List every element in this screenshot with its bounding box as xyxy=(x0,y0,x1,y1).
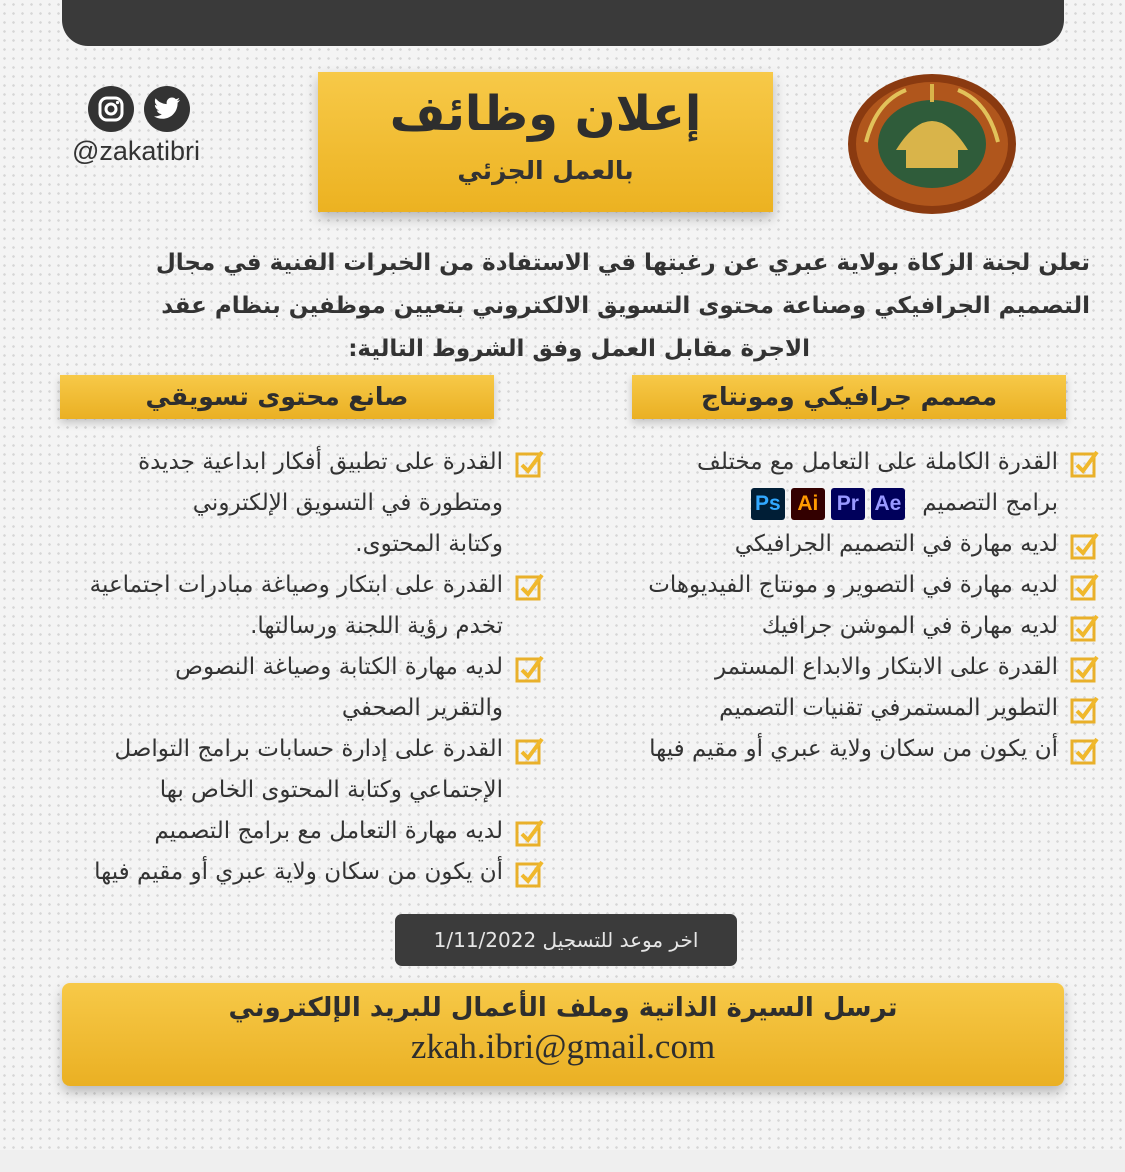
list-item xyxy=(20,729,545,811)
checkbox-icon xyxy=(1070,653,1100,683)
list-item xyxy=(20,852,545,893)
list-item-text: القدرة على تطبيق أفكار ابداعية جديدة ومتطورة في التسويق الإلكتروني وكتابة المحتوى. xyxy=(138,449,503,557)
checkbox-icon xyxy=(515,653,545,683)
footer-banner xyxy=(62,983,1064,1086)
checkbox-icon xyxy=(1070,448,1100,478)
checkbox-icon xyxy=(515,858,545,888)
top-bar xyxy=(62,0,1064,46)
list-item-text: لديه مهارة التعامل مع برامج التصميم xyxy=(154,818,503,844)
intro-line: الاجرة مقابل العمل وفق الشروط التالية: xyxy=(348,336,810,362)
premiere-icon: Pr xyxy=(831,488,865,520)
title-banner xyxy=(318,72,773,212)
zakat-committee-logo xyxy=(846,72,1026,232)
checkbox-icon xyxy=(1070,612,1100,642)
intro-paragraph xyxy=(34,242,1090,371)
instagram-icon[interactable] xyxy=(88,86,134,132)
checkbox-icon xyxy=(515,817,545,847)
graphic-designer-requirements xyxy=(560,442,1100,770)
list-item xyxy=(20,811,545,852)
software-icons xyxy=(751,488,905,520)
intro-line: التصميم الجرافيكي وصناعة محتوى التسويق الالكتروني بتعيين موظفين بنظام عقد xyxy=(161,293,1090,319)
list-item xyxy=(560,647,1100,688)
list-item-text: أن يكون من سكان ولاية عبري أو مقيم فيها xyxy=(94,859,503,885)
checkbox-icon xyxy=(1070,694,1100,724)
page-title: إعلان وظائف xyxy=(389,86,702,142)
footer-instruction: ترسل السيرة الذاتية وملف الأعمال للبريد الإلكتروني xyxy=(228,993,898,1023)
list-item-text: القدرة الكاملة على التعامل مع مختلف برامج التصميم xyxy=(697,449,1058,516)
checkbox-icon xyxy=(1070,571,1100,601)
list-item xyxy=(20,442,545,565)
page-subtitle: بالعمل الجزئي xyxy=(457,156,634,185)
list-item xyxy=(560,442,1100,524)
list-item xyxy=(20,647,545,729)
checkbox-icon xyxy=(515,571,545,601)
list-item-text: لديه مهارة الكتابة وصياغة النصوص والتقرير الصحفي xyxy=(175,654,503,721)
list-item xyxy=(560,524,1100,565)
list-item xyxy=(560,606,1100,647)
twitter-icon[interactable] xyxy=(144,86,190,132)
list-item-text: لديه مهارة في الموشن جرافيك xyxy=(761,613,1058,639)
content-creator-header: صانع محتوى تسويقي xyxy=(60,375,494,419)
photoshop-icon: Ps xyxy=(751,488,785,520)
checkbox-icon xyxy=(515,448,545,478)
list-item xyxy=(560,688,1100,729)
list-item xyxy=(20,565,545,647)
list-item xyxy=(560,729,1100,770)
content-creator-requirements xyxy=(20,442,545,893)
social-block xyxy=(72,86,222,167)
list-item-text: القدرة على إدارة حسابات برامج التواصل الإجتماعي وكتابة المحتوى الخاص بها xyxy=(114,736,503,803)
after-effects-icon: Ae xyxy=(871,488,905,520)
checkbox-icon xyxy=(515,735,545,765)
list-item-text: أن يكون من سكان ولاية عبري أو مقيم فيها xyxy=(649,736,1058,762)
intro-line: تعلن لجنة الزكاة بولاية عبري عن رغبتها في الاستفادة من الخبرات الفنية في مجال xyxy=(155,250,1090,276)
list-item-text: القدرة على الابتكار والابداع المستمر xyxy=(714,654,1058,680)
illustrator-icon: Ai xyxy=(791,488,825,520)
social-handle[interactable]: @zakatibri xyxy=(72,136,200,166)
list-item-text: لديه مهارة في التصميم الجرافيكي xyxy=(734,531,1058,557)
list-item-text: لديه مهارة في التصوير و مونتاج الفيديوهات xyxy=(648,572,1058,598)
graphic-designer-header: مصمم جرافيكي ومونتاج xyxy=(632,375,1066,419)
bottom-strip xyxy=(0,1150,1125,1172)
checkbox-icon xyxy=(1070,530,1100,560)
contact-email[interactable]: zkah.ibri@gmail.com xyxy=(410,1027,716,1066)
list-item-text: القدرة على ابتكار وصياغة مبادرات اجتماعية تخدم رؤية اللجنة ورسالتها. xyxy=(89,572,503,639)
list-item-text: التطوير المستمرفي تقنيات التصميم xyxy=(719,695,1058,721)
checkbox-icon xyxy=(1070,735,1100,765)
list-item xyxy=(560,565,1100,606)
registration-deadline: اخر موعد للتسجيل 1/11/2022 xyxy=(395,914,737,966)
